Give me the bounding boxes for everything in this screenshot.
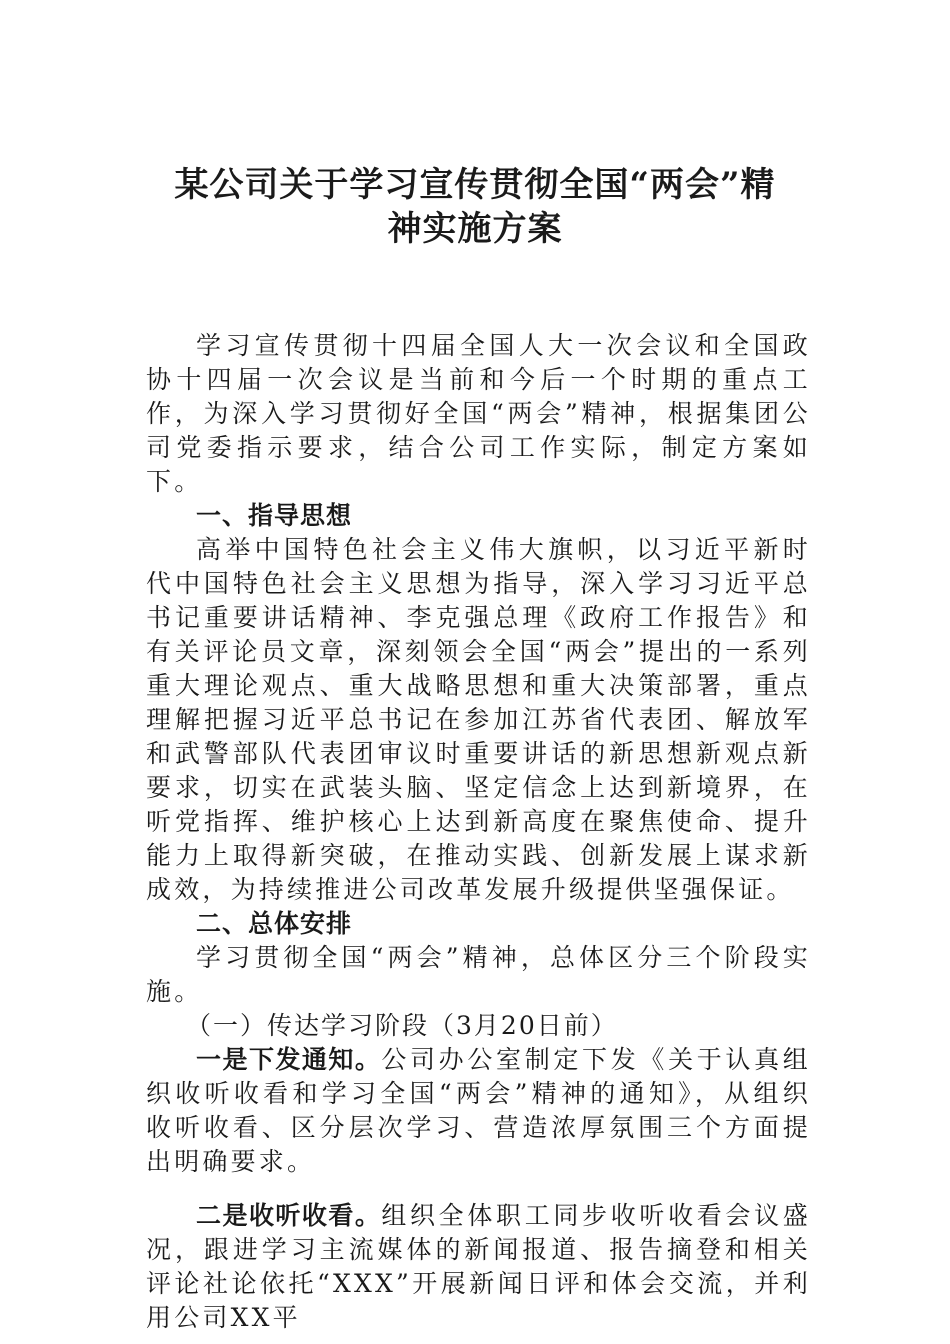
section-2-paragraph: 学习贯彻全国“两会”精神，总体区分三个阶段实施。	[146, 943, 811, 1006]
stage-1-heading: （一）传达学习阶段（3月20日前）	[186, 1011, 618, 1040]
section-1-heading: 一、指导思想	[196, 501, 353, 530]
item-2-lead: 二是收听收看。	[196, 1201, 382, 1230]
section-1-paragraph: 高举中国特色社会主义伟大旗帜，以习近平新时代中国特色社会主义思想为指导，深入学习习近平总书记重要讲话精神、李克强总理《政府工作报告》和有关评论员文章，深刻领会全国“两会”提出的一系列重大理论观点、重大战略思想和重大决策部署，重点理解把握习近平总书记在参加江苏省代表团、解放军和武警部队代表团审议时重要讲话的新思想新观点新要求，切实在武装头脑、坚定信念上达到新境界，在听党指挥、维护核心上达到新高度在聚焦使命、提升能力上取得新突破，在推动实践、创新发展上谋求新成效，为持续推进公司改革发展升级提供坚强保证。	[146, 535, 811, 904]
document-title-line-1: 某公司关于学习宣传贯彻全国“两会”精	[174, 165, 776, 205]
item-1-lead: 一是下发通知。	[196, 1045, 382, 1074]
item-1-text: 公司办公室制定下发《关于认真组织收听收看和学习全国“两会”精神的通知》，从组织收听收看、区分层次学习、营造浓厚氛围三个方面提出明确要求。	[146, 1045, 811, 1176]
section-2-heading: 二、总体安排	[196, 909, 353, 938]
item-1-paragraph	[146, 1043, 811, 1179]
document-title-line-2: 神实施方案	[387, 209, 563, 249]
item-2-paragraph	[146, 1199, 811, 1335]
document-body	[146, 329, 811, 1335]
item-2-text: 组织全体职工同步收听收看会议盛况，跟进学习主流媒体的新闻报道、报告摘登和相关评论社论依托“XXX”开展新闻日评和体会交流，并利用公司XX平	[146, 1201, 811, 1332]
intro-paragraph: 学习宣传贯彻十四届全国人大一次会议和全国政协十四届一次会议是当前和今后一个时期的重点工作，为深入学习贯彻好全国“两会”精神，根据集团公司党委指示要求，结合公司工作实际，制定方案如下。	[146, 331, 811, 496]
